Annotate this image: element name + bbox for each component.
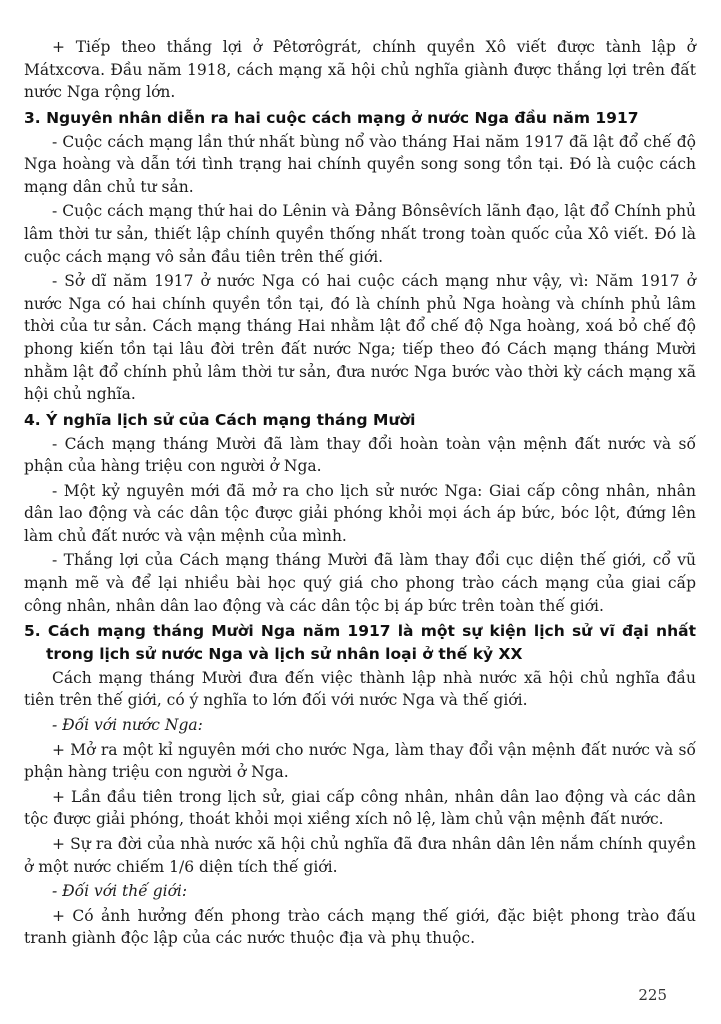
section-4-paragraph-1: - Cách mạng tháng Mười đã làm thay đổi hoàn toàn vận mệnh đất nước và số phận của hàng triệu con người ở Nga. [24, 434, 696, 476]
section-4-paragraph-2: - Một kỷ nguyên mới đã mở ra cho lịch sử nước Nga: Giai cấp công nhân, nhân dân lao động và các dân tộc được giải phóng khỏi mọi ách áp bức, bóc lột, đứng lên làm chủ đất nước và vận mệnh của mình. [24, 481, 696, 545]
section-5-heading: 5. Cách mạng tháng Mười Nga năm 1917 là một sự kiện lịch sử vĩ đại nhất trong lịch sử nước Nga và lịch sử nhân loại ở thế kỷ XX [24, 622, 696, 664]
section-5-subheading-world: - Đối với thế giới: [52, 882, 188, 901]
section-5-paragraph-5: + Có ảnh hưởng đến phong trào cách mạng thế giới, đặc biệt phong trào đấu tranh giành độc lập của các nước thuộc địa và phụ thuộc. [24, 906, 696, 948]
section-3-paragraph-2: - Cuộc cách mạng thứ hai do Lênin và Đảng Bônsêvích lãnh đạo, lật đổ Chính phủ lâm thời tư sản, thiết lập chính quyền thống nhất trong toàn quốc của Xô viết. Đó là cuộc cách mạng vô sản đầu tiên trên thế giới. [24, 202, 696, 266]
section-5-paragraph-3: + Lần đầu tiên trong lịch sử, giai cấp công nhân, nhân dân lao động và các dân tộc được giải phóng, thoát khỏi mọi xiềng xích nô lệ, làm chủ vận mệnh đất nước. [24, 787, 696, 829]
section-5-paragraph-4: + Sự ra đời của nhà nước xã hội chủ nghĩa đã đưa nhân dân lên nắm chính quyền ở một nước chiếm 1/6 diện tích thế giới. [24, 835, 696, 876]
section-5-paragraph-1: Cách mạng tháng Mười đưa đến việc thành lập nhà nước xã hội chủ nghĩa đầu tiên trên thế giới, có ý nghĩa to lớn đối với nước Nga và thế giới. [24, 668, 696, 710]
section-4-heading: 4. Ý nghĩa lịch sử của Cách mạng tháng Mười [24, 410, 416, 429]
section-5-paragraph-2: + Mở ra một kỉ nguyên mới cho nước Nga, làm thay đổi vận mệnh đất nước và số phận hàng triệu con người ở Nga. [24, 740, 696, 782]
section-3-heading: 3. Nguyên nhân diễn ra hai cuộc cách mạng ở nước Nga đầu năm 1917 [24, 108, 639, 127]
section-3-paragraph-1: - Cuộc cách mạng lần thứ nhất bùng nổ vào tháng Hai năm 1917 đã lật đổ chế độ Nga hoàng và dẫn tới tình trạng hai chính quyền song song tồn tại. Đó là cuộc cách mạng dân chủ tư sản. [24, 132, 696, 196]
page-content [24, 36, 696, 952]
section-5-subheading-russia: - Đối với nước Nga: [52, 716, 203, 735]
section-4-paragraph-3: - Thắng lợi của Cách mạng tháng Mười đã làm thay đổi cục diện thế giới, cổ vũ mạnh mẽ và để lại nhiều bài học quý giá cho phong trào cách mạng của giai cấp công nhân, nhân dân lao động và các dân tộc bị áp bức trên toàn thế giới. [24, 551, 696, 615]
page-number: 225 [638, 986, 667, 1004]
section-3-paragraph-3: - Sở dĩ năm 1917 ở nước Nga có hai cuộc cách mạng như vậy, vì: Năm 1917 ở nước Nga có hai chính quyền tồn tại, đó là chính phủ Nga hoàng và chính phủ lâm thời của tư sản. Cách mạng tháng Hai nhằm lật đổ chế độ Nga hoàng, xoá bỏ chế độ phong kiến tồn tại lâu đời trên đất nước Nga; tiếp theo đó Cách mạng tháng Mười nhằm lật đổ chính phủ lâm thời tư sản, đưa nước Nga bước vào thời kỳ cách mạng xã hội chủ nghĩa. [24, 272, 696, 404]
intro-paragraph: + Tiếp theo thắng lợi ở Pêtơrôgrát, chính quyền Xô viết được tành lập ở Mátxcơva. Đầu năm 1918, cách mạng xã hội chủ nghĩa giành được thắng lợi trên đất nước Nga rộng lớn. [24, 38, 696, 102]
